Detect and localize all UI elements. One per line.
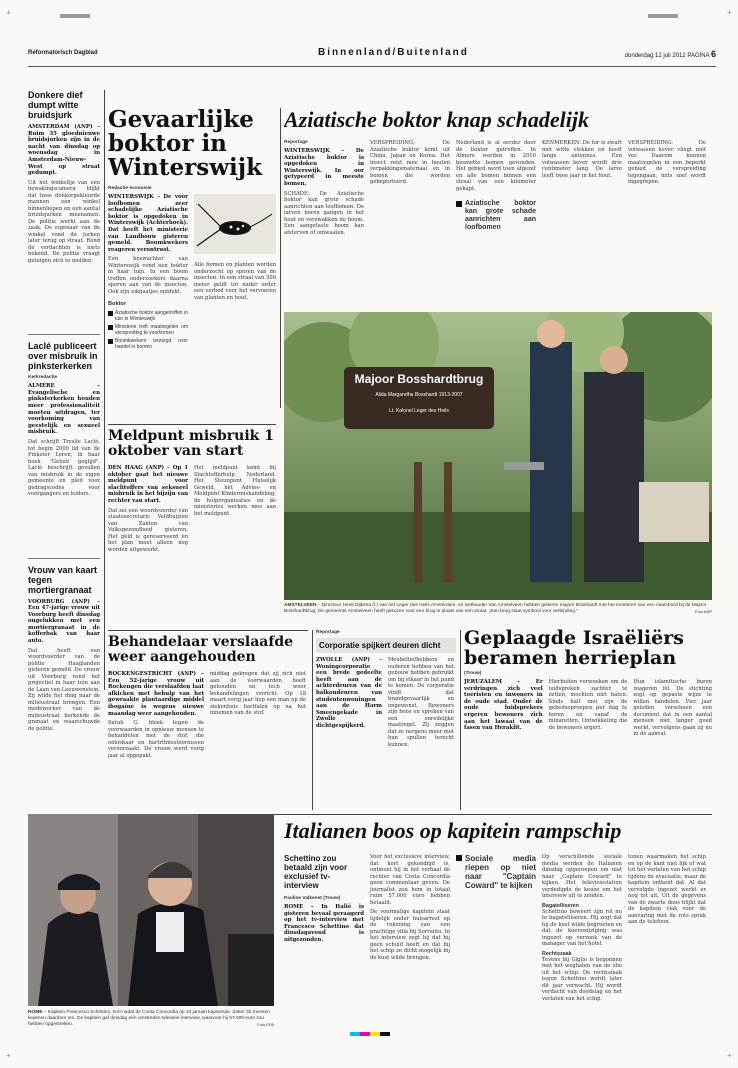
fact-box bbox=[108, 301, 188, 350]
lead: ROCKENGESTRICHT (ANP) – Een 52-jarige vrouw uit Rockengen die verslaafden laat afkicken met behulp van het gewraakte plantaardige middel ibogaïne is wegens nieuwe maandag weer aangehouden. bbox=[108, 671, 204, 717]
bullet-icon bbox=[456, 855, 462, 861]
headline: Behandelaar verslaafde weer aangehouden bbox=[108, 634, 294, 665]
body-text: Sarah G. bleek tegen de voorwaarden in opnieuw mensen te behandelen met de stof, die onlosbaar en hartritmestoornissen veroorzaakt. De vrouw werd vorig jaar al opgepakt. bbox=[108, 720, 204, 759]
callout-text: Aziatische boktor kan grote schade aanrichten aan loofbomen bbox=[465, 200, 536, 231]
street-sign bbox=[348, 372, 490, 414]
aziatische-article bbox=[284, 108, 712, 308]
headline: Italianen boos op kapitein rampschip bbox=[284, 818, 622, 843]
fact-item: Ministerie treft maatregelen om verspreiding te voorkomen bbox=[115, 324, 188, 337]
schettino-photo bbox=[28, 814, 274, 1006]
spijkers-article bbox=[316, 630, 456, 810]
body-text: middag gekregen dat zij zich niet aan de voorwaarden heeft gehouden en toch weer behandelingen verricht. Op 18 maart vorig jaar liep een man op de ziekenhuis hartfalen op na het innemen van de stof. bbox=[210, 671, 306, 716]
byline: Pauline Valkenet (Trouw) bbox=[284, 896, 341, 901]
body-text: Een boswachter van Winterswijk vond een boktor in haar tuin. In een boom troffen onderzoekers daarna sporen aan van de insecten. Ook zijn eikgaatjes ontdekt. bbox=[108, 256, 188, 295]
headline: Donkere dief dumpt witte bruidsjurk bbox=[28, 90, 83, 120]
page-number: 6 bbox=[710, 49, 716, 59]
crop-mark-icon: + bbox=[6, 1051, 11, 1060]
body-text: VERSPREIDING: De Aziatische boktor komt uit China, Japan en Korea. Het insect reist mee in houten verpakkingsmateriaal en in bomen die worden geïmporteerd. bbox=[370, 140, 450, 185]
headline: Meldpunt misbruik 1 oktober van start bbox=[108, 428, 274, 459]
sign-subtitle: Alida Margaretha Bosshardt 1913-2007 bbox=[375, 392, 463, 398]
body-text: VERSPREIDING: De volwassen kever vliegt niet ver. Daarom kunnen maatregelen in een beperkt gebied de verspreiding tegengaan, mits snel wordt ingegrepen. bbox=[628, 140, 706, 185]
photo-credit: Foto ANP bbox=[694, 609, 712, 614]
fact-item: Aziatische boktor aangetroffen in tuin in Winterswijk bbox=[115, 310, 188, 323]
publisher-name: Reformatorisch Dagblad bbox=[28, 50, 98, 56]
behandelaar-article bbox=[108, 630, 308, 810]
body-text: Uit het winkeltje van een bewakingscamera blijkt dat twee donkergekleurde mannen een winkel binnenliepen en een aantal bruidsjurken meenamen. De politie werkt aan de zaak. De eigenaar van de winkel vond de jurken later terug op straat. Rond de verdachten is niets bekend. De politie vraagt getuigen zich te melden. bbox=[28, 179, 100, 264]
caption-text: – Directeur Henk Dijkstra (l.) van het Leger des Heils Amsterdam, en wethouder Van Amstelveen hebben gisteren majoor Bosshardt met het monteren van een naambord bij de Majoor Bosshardtbrug. De gemeente Amstelveen heeft gekozen voor een brug in plaats van een straat. „Een brug staat symbool voor verbinding." bbox=[284, 603, 707, 614]
winterswijk-article bbox=[108, 108, 276, 418]
subheading: Bagatelliseren bbox=[542, 902, 579, 909]
sign-title: Majoor Bosshardtbrug bbox=[354, 372, 484, 386]
body-text: KENMERKEN: De tor is zwart met witte vlekken en heeft lange antennes. Een volwassen kever wordt drie centimeter lang. De larve leeft twee jaar in het hout. bbox=[542, 140, 622, 179]
callout bbox=[456, 854, 536, 890]
fact-box-title: Boktor bbox=[108, 301, 127, 308]
headline: Vrouw van kaart tegen mortiergranaat bbox=[28, 564, 98, 595]
section-title: Binnenland/Buitenland bbox=[318, 47, 469, 58]
crop-mark-icon: + bbox=[727, 8, 732, 17]
lead: ALMERE – Evangelische en pinksterkerken houden meer professionaliteit moeten uitdragen, ter voorkoming van geestelijk en sexueel misbruik. bbox=[28, 383, 100, 436]
body-text: Hun islamitische buren reageren fel. De stichting zegt op gepaste wijze te willen handelen. Vier jaar geleden verscheen een document dat in een aantal mensen niet langer goed werkt, vervolgens gaan zij nu in de aanval. bbox=[633, 679, 712, 737]
body-text: tonen waarmaken het schip en op de kant niet lijk of wat tot het verlaten van het schip tijdens de evacuatie, maar de kapitein ontkent dat. Al dat vervolgde ingezet werkt er nog tot uit. Uit de gegevens van de zwarte doos blijkt dat de kapitein vlak voor de aanvaring met de rots sprak aan de telefoon. bbox=[628, 854, 706, 925]
bosshardt-photo bbox=[284, 312, 712, 600]
bullet-icon bbox=[108, 311, 113, 316]
body-text: Alle bomen en planten worden onderzocht op sporen van de insecten. In een straal van 500 meter geldt tot nader order een verbod voor het vervoeren van planten en hout. bbox=[194, 262, 276, 301]
rubric: Reportage bbox=[316, 630, 340, 635]
body-text: Nederland is al eerder door de boktor getroffen. In Almere werden in 2010 besmette bomen gevonden. Het gebied werd toen afgezet en alle bomen binnen een straal van een kilometer gekapt. bbox=[456, 140, 536, 192]
photo-caption bbox=[28, 1010, 274, 1028]
caption-place: AMSTELVEEN bbox=[284, 603, 317, 608]
page-info bbox=[625, 49, 716, 59]
body-text: De voormalige kapitein staat tijdelijk onder huisarrest op de rekening van een prachtige villa bij Sorrento. In het interview zegt hij dat hij geen schuld heeft en dat hij het schip zo dicht mogelijk bij de kust wilde brengen. bbox=[370, 909, 450, 961]
crop-mark-icon: + bbox=[6, 8, 11, 17]
lead: VOORBURG (ANP) – Een 47-jarige vrouw uit Voorburg heeft dinsdag ongelukken met een mortiergranaat in de kofferbak van haar auto. bbox=[28, 598, 100, 645]
body-text: Schettino beweert zijn rol nu te bagatelliseren. Hij zegt dat hij de kust wilde begroeten en dat de koerswijziging was ingezet op verzoek van de manager van het hotel. bbox=[542, 908, 622, 947]
caption-text: – Kapitein Francesco Schettino, kort nadat de Costa Concordia op 13 januari kapseisde. Zeker 32 mensen kwamen daardoor om. De kapitein gaf dinsdag een omstreden televisie-interview, waarvoor hij 57.000 euro zou hebben opgestreken. bbox=[28, 1010, 270, 1027]
callout-text: Sociale media riepen op niet naar "Captain Coward" te kijken bbox=[465, 854, 536, 890]
sign-rank: Lt. Kolonel Leger des Heils bbox=[389, 408, 449, 414]
fact-item: Boomkwekers bezorgd over handel in bomen bbox=[115, 338, 188, 351]
boktor-photo bbox=[194, 194, 276, 254]
meldpunt-article bbox=[108, 424, 276, 624]
headline: Laclé publiceert over misbruik in pinksterkerken bbox=[28, 341, 98, 372]
callout bbox=[456, 200, 536, 232]
rubric: Kerkredactie bbox=[28, 375, 58, 381]
photo-credit: Foto EPA bbox=[257, 1022, 274, 1027]
page-date: donderdag 12 juli 2012 bbox=[624, 53, 686, 59]
body-text: Dat heeft een woordvoerder van de politie Haaglanden gisteren gemeld. De vrouw uit Voorburg vond het projectiel in haar tuin aan de Laan van Leeuwenstein. Zij wilde het ding naar de milieustraat brengen. Een medewerker van de milieustraat herkende de granaat en waarschuwde de politie. bbox=[28, 647, 100, 732]
headline: Geplaagde Israëliërs beramen herrieplan bbox=[464, 628, 684, 669]
color-bar bbox=[350, 1032, 390, 1036]
body-text: Tevens bij Giglio is begonnen met het weghalen van de olie uit het schip. De rechtszaak tegen Schettino wordt later dit jaar verwacht. Hij wordt verdacht van doodslag en het verlaten van het schip. bbox=[542, 956, 622, 1002]
italianen-article bbox=[284, 854, 712, 1024]
israeliers-article bbox=[464, 628, 712, 808]
caption-place: ROME bbox=[28, 1010, 43, 1015]
body-text: Het meldpunt komt bij Slachtofferhulp Nederland. Het Steunpunt Huiselijk Geweld, het Advies- en Meldpunt Kindermishandeling, de hulporganisaties en de ministeries werken mee aan het meldpunt. bbox=[194, 465, 276, 517]
body-text: Hierbuiten verwoeken om de luidspreken zachter te zetten, mochten niet baten. Sinds half mei zijn de gebedsoproepen per dag te horen en vanaf de minaretten. Ontwikkeling die de bewoners ergert. bbox=[548, 679, 628, 731]
lead: JERUZALEM – Er verdringen zich veel toeristen en inwoners in de oude stad. Onder de oude luidsprekers ergeren bewoners zich aan het lawaai van de fasen van Heraklit. bbox=[464, 679, 543, 732]
body-text: Dat schrijft Treslie Laclé, tot begin 2009 lid van de Pinkster Leren, in haar boek "Geloof geglijd". Laclé beschrijft gevallen van misbruik in de eigen gemeente en pleit voor gedragscodes voor voorgangers en leiders. bbox=[28, 439, 100, 497]
rubric: Redactie economie bbox=[108, 186, 152, 191]
body-text: SCHADE: De Aziatische boktor kan grote schade aanrichten aan loofbomen. De larven boren gangen in het hout en verzwakken de boom. Een aangetaste boom kan afsterven of omwaaien. bbox=[284, 190, 364, 236]
deck: Schettino zou betaald zijn voor exclusief tv-interview bbox=[284, 854, 348, 890]
color-bar bbox=[60, 14, 90, 18]
body-text: Voor het exclusieve interview, dat kort gekondigd is, ontmoet hij in het verhaal de rechter van Costa Concordia geen commentaar geven. De journalist zou hem in totaal ruim 57.000 euro hebben betaald. bbox=[370, 854, 450, 906]
lead: ROME – In Italië is gisteren bevaal geraagerd op het tv-interview met Francesco Schettino dat dinsdagavond is uitgezonden. bbox=[284, 904, 364, 943]
bullet-icon bbox=[108, 325, 113, 330]
rubric: (Trouw) bbox=[464, 671, 482, 676]
headline: Aziatische boktor knap schadelijk bbox=[284, 108, 589, 132]
body-text: Dat zei een woordvoerder van staatssecretaris Veldhuijzen van Zanten van Volksgezondheid gisteren. Het geld is gereserveerd en het plan moet alleen nog worden uitgewerkt. bbox=[108, 507, 188, 553]
subheading: Rechtszaak bbox=[542, 950, 572, 957]
bullet-icon bbox=[456, 201, 462, 207]
bullet-icon bbox=[108, 339, 113, 344]
photo-caption bbox=[284, 603, 712, 615]
headline: Gevaarlijke boktor in Winterswijk bbox=[108, 108, 263, 181]
crop-mark-icon: + bbox=[727, 1051, 732, 1060]
lead: DEN HAAG (ANP) – Op 1 oktober gaat het nieuwe meldpunt voor slachtoffers van seksueel misbruik in het bijzijn van rechter van start. bbox=[108, 465, 188, 504]
headline: Corporatie spijkert deuren dicht bbox=[319, 641, 441, 650]
lead: WINTERSWIJK – De Aziatische boktor is opgedoken in Winterswijk. In oor getypeerd in meeste bomen. bbox=[284, 148, 364, 187]
color-bar bbox=[648, 14, 678, 18]
rubric: Reportage bbox=[284, 140, 308, 145]
lead: AMSTERDAM (ANP) – Ruim 35 gloednieuwe bruidsjurken zijn in de nacht van dinsdag op woensdag in Amsterdam-Nieuw-West op straat gedumpt. bbox=[28, 124, 100, 177]
body-text: Meubelliefhebbers en ouderen hebben van het gebouw hebben gebruikt om bij elkaar in het pand te komen. De corporatie vindt dat brandgevaarlijk en ongewenst. Bewoners zijn boos en spreken van een onredelijke maatregel. Zij zeggen dat ze nergens meer met hun spullen terecht kunnen. bbox=[388, 657, 454, 748]
italianen-headline-block bbox=[284, 818, 712, 850]
masthead bbox=[28, 44, 716, 67]
body-text: Op verschillende sociale media werden de Italianen dinsdag opgeroepen om niet naar „Captain Coward" te kijken. Het televisiestation verdedigde de keuze om het interview uit te zenden. bbox=[542, 854, 622, 899]
lead: ZWOLLE (ANP) – Woningcorporatie een brede gedeelte heeft aan de achterdeuren van de balkondeuren van studentenwoningen aan de Harm Smeengekade in Zwolle dichtgespijkerd. bbox=[316, 657, 382, 729]
page-label: PAGINA bbox=[687, 53, 710, 59]
lead: WINTERSWIJK – De voor loofbomen zeer schadelijke Aziatische boktor is opgedoken in Winterswijk (Achterhoek). Dat heeft het ministerie van Landbouw gisteren gemeld. Boomkwekers reageren verontrust. bbox=[108, 194, 188, 253]
